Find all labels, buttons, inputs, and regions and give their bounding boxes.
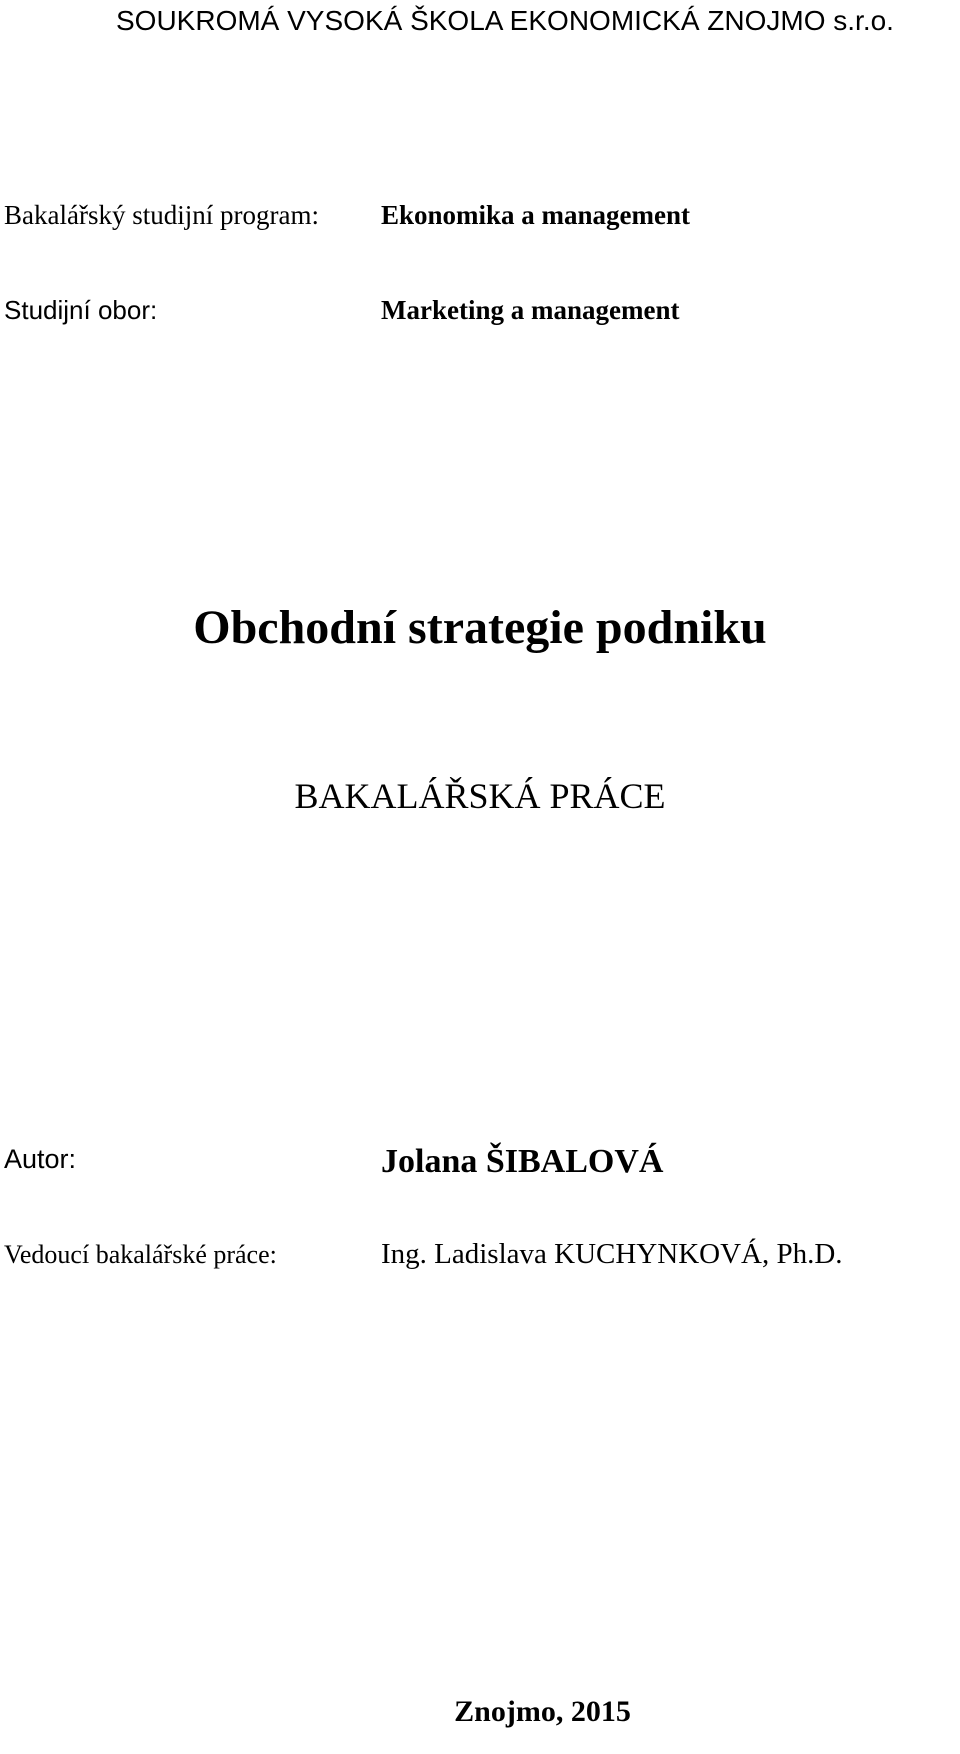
school-name: SOUKROMÁ VYSOKÁ ŠKOLA EKONOMICKÁ ZNOJMO s.r.o. (116, 5, 894, 36)
thesis-title: Obchodní strategie podniku (193, 601, 767, 654)
field-label: Studijní obor: (4, 295, 158, 325)
thesis-type: BAKALÁŘSKÁ PRÁCE (294, 776, 666, 816)
program-value: Ekonomika a management (381, 200, 691, 230)
field-value: Marketing a management (381, 295, 680, 325)
program-label: Bakalářský studijní program: (4, 200, 319, 230)
supervisor-value: Ing. Ladislava KUCHYNKOVÁ, Ph.D. (381, 1238, 843, 1270)
supervisor-label: Vedoucí bakalářské práce: (4, 1240, 277, 1269)
place-year: Znojmo, 2015 (454, 1695, 631, 1728)
author-label: Autor: (4, 1144, 77, 1174)
author-value: Jolana ŠIBALOVÁ (381, 1143, 664, 1180)
